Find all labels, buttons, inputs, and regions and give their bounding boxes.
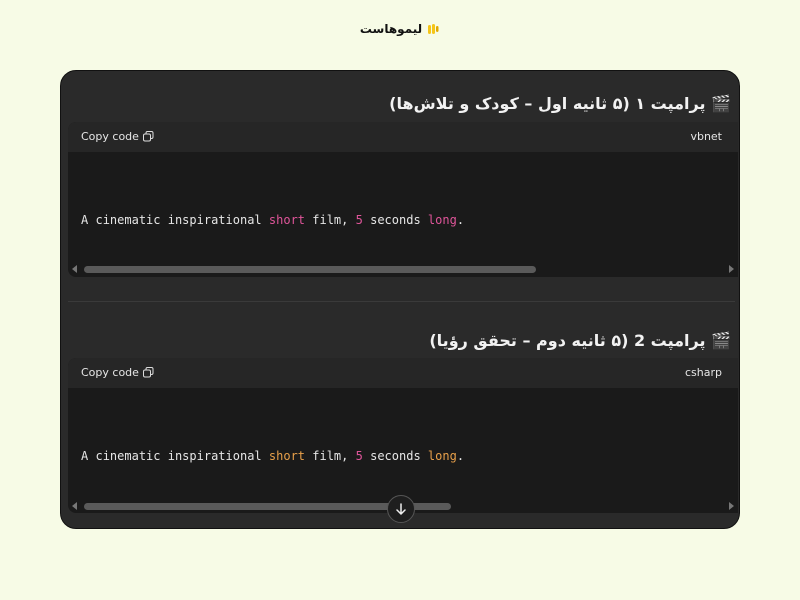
chat-response-panel — [60, 70, 740, 529]
section-2-title: 🎬 پرامپت 2 (۵ ثانیه دوم – تحقق رؤیا) — [429, 330, 731, 350]
copy-code-button[interactable] — [81, 130, 154, 143]
scroll-right-icon[interactable] — [729, 502, 734, 510]
code-block-1 — [68, 122, 738, 277]
scroll-left-icon[interactable] — [72, 265, 77, 273]
lemon-icon — [426, 22, 440, 36]
scroll-left-icon[interactable] — [72, 502, 77, 510]
section-1-title: 🎬 پرامپت ۱ (۵ ثانیه اول – کودک و تلاش‌ها) — [389, 93, 731, 113]
horizontal-scrollbar[interactable] — [72, 264, 734, 274]
code-language-label: csharp — [685, 366, 722, 379]
section-1-heading — [389, 91, 731, 115]
code-block-header — [68, 122, 738, 152]
brand-name: لیموهاست — [359, 22, 423, 36]
scroll-right-icon[interactable] — [729, 265, 734, 273]
arrow-down-icon — [394, 502, 408, 516]
copy-icon — [143, 367, 154, 378]
copy-code-label: Copy code — [81, 366, 139, 379]
code-language-label: vbnet — [690, 130, 722, 143]
copy-code-label: Copy code — [81, 130, 139, 143]
scrollbar-thumb[interactable] — [84, 266, 536, 273]
copy-code-button[interactable] — [81, 366, 154, 379]
code-content — [81, 168, 736, 277]
code-block-2 — [68, 358, 738, 513]
section-2-heading — [429, 328, 731, 352]
section-divider — [68, 301, 735, 302]
brand-logo[interactable] — [0, 22, 800, 36]
scroll-to-bottom-button[interactable] — [387, 495, 415, 523]
code-line: A cinematic inspirational short film, 5 seconds long. — [81, 213, 465, 227]
code-line: A cinematic inspirational short film, 5 seconds long. — [81, 449, 465, 463]
copy-icon — [143, 131, 154, 142]
code-block-header — [68, 358, 738, 388]
